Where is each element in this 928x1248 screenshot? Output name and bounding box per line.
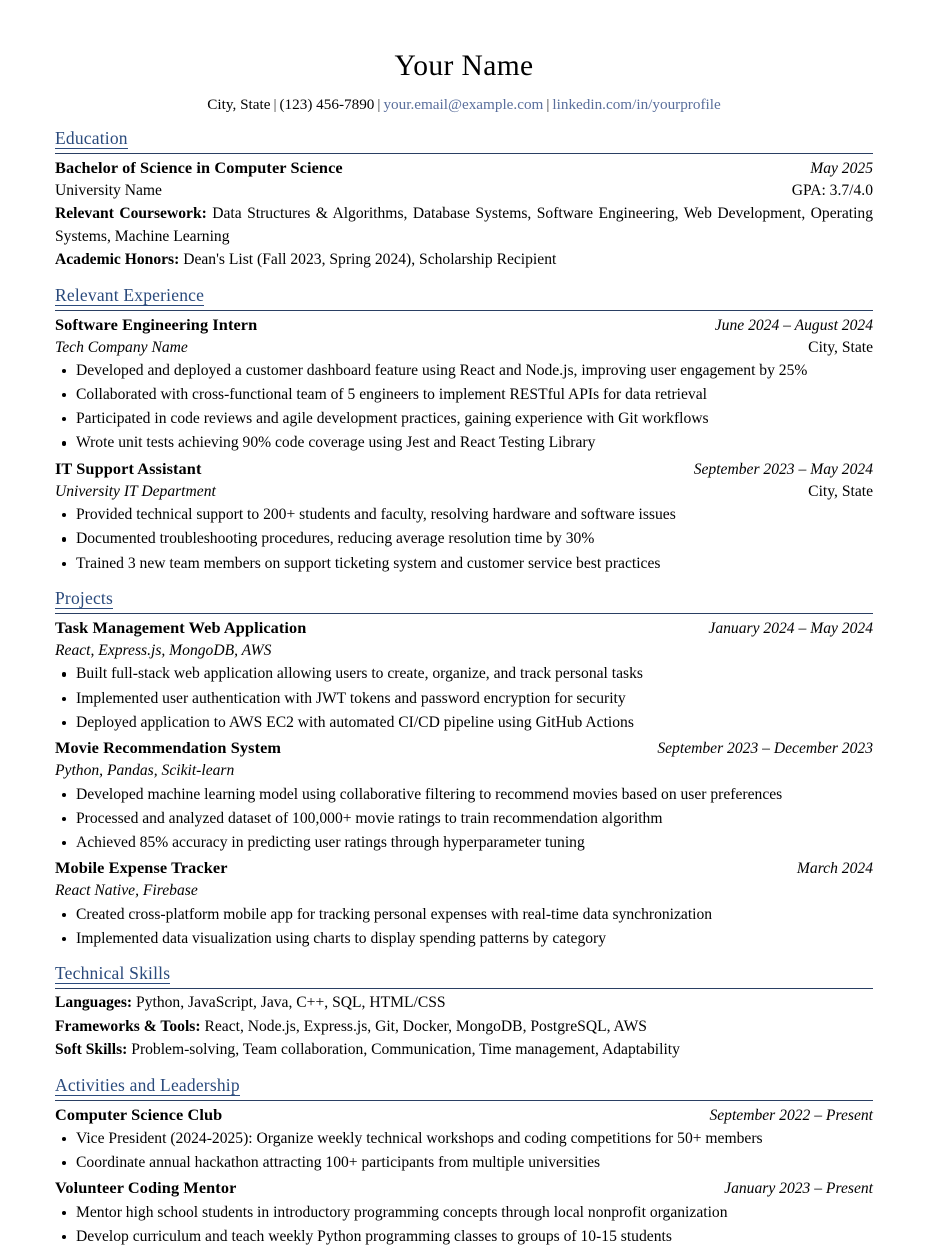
experience-entry-title: IT Support Assistant bbox=[55, 457, 201, 480]
contact-location: City, State bbox=[207, 96, 270, 113]
experience-entry-location: City, State bbox=[794, 481, 873, 503]
section-title-projects-text: Projects bbox=[55, 588, 113, 609]
contact-separator-2: | bbox=[374, 96, 383, 113]
section-activities bbox=[55, 1075, 873, 1248]
section-title-education-text: Education bbox=[55, 128, 128, 149]
activity-entry bbox=[55, 1176, 873, 1248]
experience-entry-location: City, State bbox=[794, 337, 873, 359]
experience-entry-subtitle: University IT Department bbox=[55, 481, 216, 503]
skills-row bbox=[55, 1038, 873, 1061]
list-item: Created cross-platform mobile app for tracking personal expenses with real-time data synchronization bbox=[55, 904, 873, 927]
list-item: Built full-stack web application allowing users to create, organize, and track personal tasks bbox=[55, 663, 873, 686]
section-rule-experience bbox=[55, 310, 873, 311]
project-entry-sub-row bbox=[55, 880, 873, 902]
skills-row-value: Python, JavaScript, Java, C++, SQL, HTML/CSS bbox=[136, 994, 446, 1011]
list-item: Coordinate annual hackathon attracting 100+ participants from multiple universities bbox=[55, 1152, 873, 1175]
section-title-projects bbox=[55, 588, 873, 610]
project-entry-title: Task Management Web Application bbox=[55, 616, 306, 639]
activity-entry-title-row bbox=[55, 1103, 873, 1127]
section-title-skills bbox=[55, 963, 873, 985]
project-entry-bullet-list bbox=[55, 904, 873, 951]
list-item: Implemented data visualization using charts to display spending patterns by category bbox=[55, 928, 873, 951]
section-rule-education bbox=[55, 153, 873, 154]
list-item: Achieved 85% accuracy in predicting user ratings through hyperparameter tuning bbox=[55, 832, 873, 855]
section-rule-skills bbox=[55, 988, 873, 989]
education-honors-label: Academic Honors: bbox=[55, 251, 179, 268]
project-entry-date: January 2024 – May 2024 bbox=[694, 618, 873, 640]
education-entry bbox=[55, 156, 873, 272]
education-degree-row bbox=[55, 156, 873, 180]
education-school-row bbox=[55, 180, 873, 202]
project-entry-subtitle: React Native, Firebase bbox=[55, 880, 198, 902]
project-entry-date: March 2024 bbox=[783, 858, 873, 880]
activity-entry-date: September 2022 – Present bbox=[695, 1105, 873, 1127]
activity-entry-bullet-list bbox=[55, 1128, 873, 1175]
skills-row bbox=[55, 1015, 873, 1038]
list-item: Mentor high school students in introductory programming concepts through local nonprofit organization bbox=[55, 1202, 873, 1225]
activity-entry-bullet-list bbox=[55, 1202, 873, 1248]
section-rule-projects bbox=[55, 613, 873, 614]
list-item: Documented troubleshooting procedures, reducing average resolution time by 30% bbox=[55, 528, 873, 551]
section-title-experience bbox=[55, 285, 873, 307]
education-coursework-label: Relevant Coursework: bbox=[55, 205, 207, 222]
section-rule-activities bbox=[55, 1100, 873, 1101]
section-experience bbox=[55, 285, 873, 575]
experience-entry-date: September 2023 – May 2024 bbox=[680, 459, 873, 481]
experience-entry-bullet-list bbox=[55, 504, 873, 575]
education-school: University Name bbox=[55, 180, 162, 202]
activity-entry bbox=[55, 1103, 873, 1175]
list-item: Provided technical support to 200+ students and faculty, resolving hardware and software issues bbox=[55, 504, 873, 527]
contact-separator-3: | bbox=[543, 96, 552, 113]
project-entry-title-row bbox=[55, 616, 873, 640]
section-projects bbox=[55, 588, 873, 950]
project-entry-bullet-list bbox=[55, 663, 873, 734]
contact-line bbox=[55, 95, 873, 115]
education-honors-line bbox=[55, 249, 873, 272]
contact-phone: (123) 456-7890 bbox=[279, 96, 374, 113]
contact-separator-1: | bbox=[270, 96, 279, 113]
education-coursework-line bbox=[55, 203, 873, 248]
project-entry bbox=[55, 856, 873, 950]
skills-row-label: Frameworks & Tools: bbox=[55, 1018, 201, 1035]
list-item: Collaborated with cross-functional team of 5 engineers to implement RESTful APIs for data retrieval bbox=[55, 384, 873, 407]
experience-entry-sub-row bbox=[55, 481, 873, 503]
project-entry-title-row bbox=[55, 736, 873, 760]
page-title: Your Name bbox=[55, 50, 873, 84]
list-item: Processed and analyzed dataset of 100,000+ movie ratings to train recommendation algorithm bbox=[55, 808, 873, 831]
project-entry-subtitle: React, Express.js, MongoDB, AWS bbox=[55, 640, 271, 662]
education-grad-date: May 2025 bbox=[796, 158, 873, 180]
resume-header bbox=[55, 50, 873, 115]
project-entry-bullet-list bbox=[55, 784, 873, 855]
list-item: Developed and deployed a customer dashboard feature using React and Node.js, improving user engagement by 25% bbox=[55, 360, 873, 383]
project-entry bbox=[55, 736, 873, 854]
list-item: Participated in code reviews and agile development practices, gaining experience with Git workflows bbox=[55, 408, 873, 431]
list-item: Develop curriculum and teach weekly Python programming classes to groups of 10-15 students bbox=[55, 1226, 873, 1248]
skills-row-label: Soft Skills: bbox=[55, 1041, 127, 1058]
experience-entry bbox=[55, 457, 873, 575]
education-degree: Bachelor of Science in Computer Science bbox=[55, 156, 343, 179]
activity-entry-date: January 2023 – Present bbox=[710, 1178, 873, 1200]
section-skills bbox=[55, 963, 873, 1061]
project-entry-date: September 2023 – December 2023 bbox=[643, 738, 873, 760]
activity-entry-title-row bbox=[55, 1176, 873, 1200]
experience-entry-sub-row bbox=[55, 337, 873, 359]
section-title-education bbox=[55, 128, 873, 150]
project-entry bbox=[55, 616, 873, 734]
project-entry-title: Movie Recommendation System bbox=[55, 736, 281, 759]
skills-row-value: React, Node.js, Express.js, Git, Docker, MongoDB, PostgreSQL, AWS bbox=[204, 1018, 647, 1035]
education-gpa: GPA: 3.7/4.0 bbox=[778, 180, 873, 202]
experience-entry-date: June 2024 – August 2024 bbox=[701, 315, 873, 337]
list-item: Vice President (2024-2025): Organize weekly technical workshops and coding competitions for 50+ members bbox=[55, 1128, 873, 1151]
contact-email-link[interactable]: your.email@example.com bbox=[383, 96, 543, 113]
project-entry-sub-row bbox=[55, 640, 873, 662]
project-entry-sub-row bbox=[55, 760, 873, 782]
experience-entry-list bbox=[55, 313, 873, 575]
contact-linkedin-link[interactable]: linkedin.com/in/yourprofile bbox=[552, 96, 720, 113]
section-title-experience-text: Relevant Experience bbox=[55, 285, 204, 306]
project-entry-list bbox=[55, 616, 873, 950]
section-title-skills-text: Technical Skills bbox=[55, 963, 170, 984]
education-honors-value: Dean's List (Fall 2023, Spring 2024), Scholarship Recipient bbox=[183, 251, 556, 268]
project-entry-subtitle: Python, Pandas, Scikit-learn bbox=[55, 760, 234, 782]
activity-entry-title: Computer Science Club bbox=[55, 1103, 222, 1126]
activity-entry-title: Volunteer Coding Mentor bbox=[55, 1176, 236, 1199]
experience-entry-title-row bbox=[55, 457, 873, 481]
section-title-activities-text: Activities and Leadership bbox=[55, 1075, 240, 1096]
activity-entry-list bbox=[55, 1103, 873, 1248]
list-item: Developed machine learning model using collaborative filtering to recommend movies based on user preferences bbox=[55, 784, 873, 807]
skills-row bbox=[55, 991, 873, 1014]
experience-entry-title-row bbox=[55, 313, 873, 337]
experience-entry-bullet-list bbox=[55, 360, 873, 455]
project-entry-title: Mobile Expense Tracker bbox=[55, 856, 228, 879]
section-title-activities bbox=[55, 1075, 873, 1097]
list-item: Deployed application to AWS EC2 with automated CI/CD pipeline using GitHub Actions bbox=[55, 712, 873, 735]
experience-entry-subtitle: Tech Company Name bbox=[55, 337, 188, 359]
section-education bbox=[55, 128, 873, 272]
list-item: Implemented user authentication with JWT tokens and password encryption for security bbox=[55, 688, 873, 711]
education-coursework-value: Data Structures & Algorithms, Database Systems, Software Engineering, Web Development, Operating Systems, Machine Learning bbox=[55, 205, 873, 245]
project-entry-title-row bbox=[55, 856, 873, 880]
skills-row-value: Problem-solving, Team collaboration, Communication, Time management, Adaptability bbox=[131, 1041, 680, 1058]
skills-row-list bbox=[55, 991, 873, 1061]
list-item: Trained 3 new team members on support ticketing system and customer service best practices bbox=[55, 553, 873, 576]
experience-entry bbox=[55, 313, 873, 455]
experience-entry-title: Software Engineering Intern bbox=[55, 313, 257, 336]
skills-row-label: Languages: bbox=[55, 994, 132, 1011]
list-item: Wrote unit tests achieving 90% code coverage using Jest and React Testing Library bbox=[55, 432, 873, 455]
